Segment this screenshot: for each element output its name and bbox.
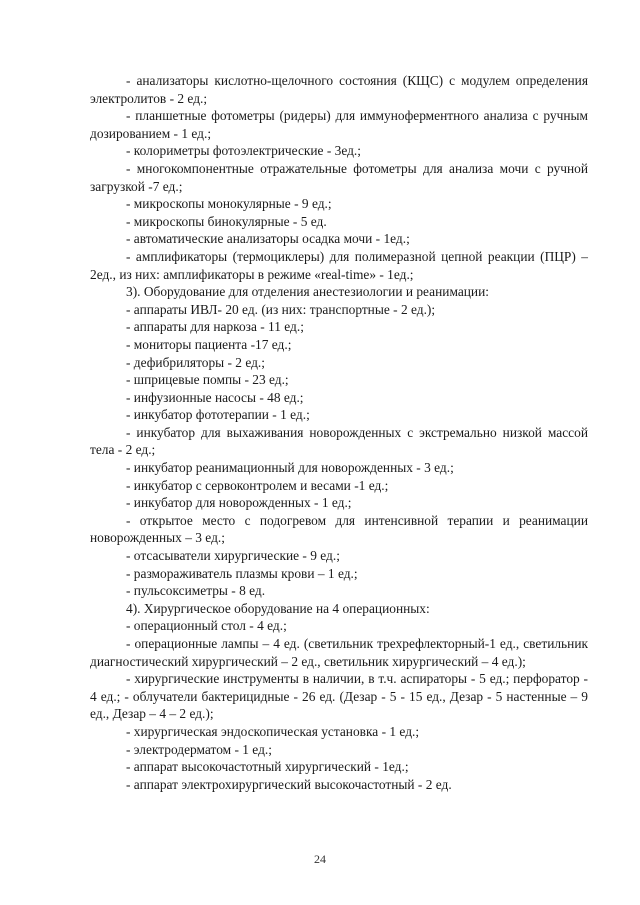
paragraph: - дефибриляторы - 2 ед.; (126, 354, 265, 370)
paragraph: - инкубатор для новорожденных - 1 ед.; (126, 495, 352, 511)
paragraph: - многокомпонентные отражательные фотометры для анализа мочи с ручной загрузкой -7 ед.; (90, 160, 588, 194)
paragraph: - шприцевые помпы - 23 ед.; (126, 372, 289, 388)
paragraph: - микроскопы монокулярные - 9 ед.; (126, 196, 332, 212)
paragraph: 3). Оборудование для отделения анестезиологии и реанимации: (126, 284, 489, 300)
paragraph: - аппараты ИВЛ- 20 ед. (из них: транспортные - 2 ед.); (126, 301, 436, 317)
page-number: 24 (314, 852, 326, 866)
paragraph: - электродерматом - 1 ед.; (126, 741, 272, 757)
paragraph: - аппараты для наркоза - 11 ед.; (126, 319, 304, 335)
paragraph: - амплификаторы (термоциклеры) для полимеразной цепной реакции (ПЦР) – 2ед., из них: амплификаторы в режиме «real-time» - 1ед.; (90, 248, 588, 282)
paragraph: - хирургическая эндоскопическая установка - 1 ед.; (126, 723, 420, 739)
paragraph: - мониторы пациента -17 ед.; (126, 336, 292, 352)
paragraph: - инкубатор с сервоконтролем и весами -1 ед.; (126, 477, 389, 493)
paragraph: - планшетные фотометры (ридеры) для иммуноферментного анализа с ручным дозированием - 1 ед.; (90, 108, 588, 141)
paragraph: - аппарат электрохирургический высокочастотный - 2 ед. (126, 776, 452, 792)
paragraph: - хирургические инструменты в наличии, в т.ч. аспираторы - 5 ед.; перфоратор - 4 ед.; - облучатели бактерицидные - 26 ед. (Дезар - 5 - 15 ед., Дезар - 5 настенные – 9 ед., Дезар – 4 – 2 ед.); (90, 671, 588, 722)
paragraph: - инкубатор фототерапии - 1 ед.; (126, 407, 310, 423)
paragraph: - пульсоксиметры - 8 ед. (126, 583, 266, 599)
paragraph: - инфузионные насосы - 48 ед.; (126, 389, 304, 405)
document-body (90, 72, 588, 793)
paragraph: - микроскопы бинокулярные - 5 ед. (126, 213, 327, 229)
paragraph: - операционные лампы – 4 ед. (светильник трехрефлекторный-1 ед., светильник диагностический хирургический – 2 ед., светильник хирургический – 4 ед.); (90, 636, 588, 669)
paragraph: - инкубатор реанимационный для новорожденных - 3 ед.; (126, 460, 454, 476)
paragraph: - операционный стол - 4 ед.; (126, 618, 287, 634)
paragraph: - размораживатель плазмы крови – 1 ед.; (126, 565, 358, 581)
paragraph: - инкубатор для выхаживания новорожденных с экстремально низкой массой тела - 2 ед.; (90, 424, 588, 458)
paragraph: - анализаторы кислотно-щелочного состояния (КЩС) с модулем определения электролитов - 2 ед.; (90, 73, 588, 106)
paragraph: 4). Хирургическое оборудование на 4 операционных: (126, 600, 430, 616)
paragraph: - автоматические анализаторы осадка мочи - 1ед.; (126, 231, 410, 247)
paragraph: - аппарат высокочастотный хирургический - 1ед.; (126, 759, 409, 775)
paragraph: - колориметры фотоэлектрические - 3ед.; (126, 143, 361, 159)
paragraph: - отсасыватели хирургические - 9 ед.; (126, 548, 340, 564)
paragraph: - открытое место с подогревом для интенсивной терапии и реанимации новорожденных – 3 ед.; (90, 512, 588, 546)
